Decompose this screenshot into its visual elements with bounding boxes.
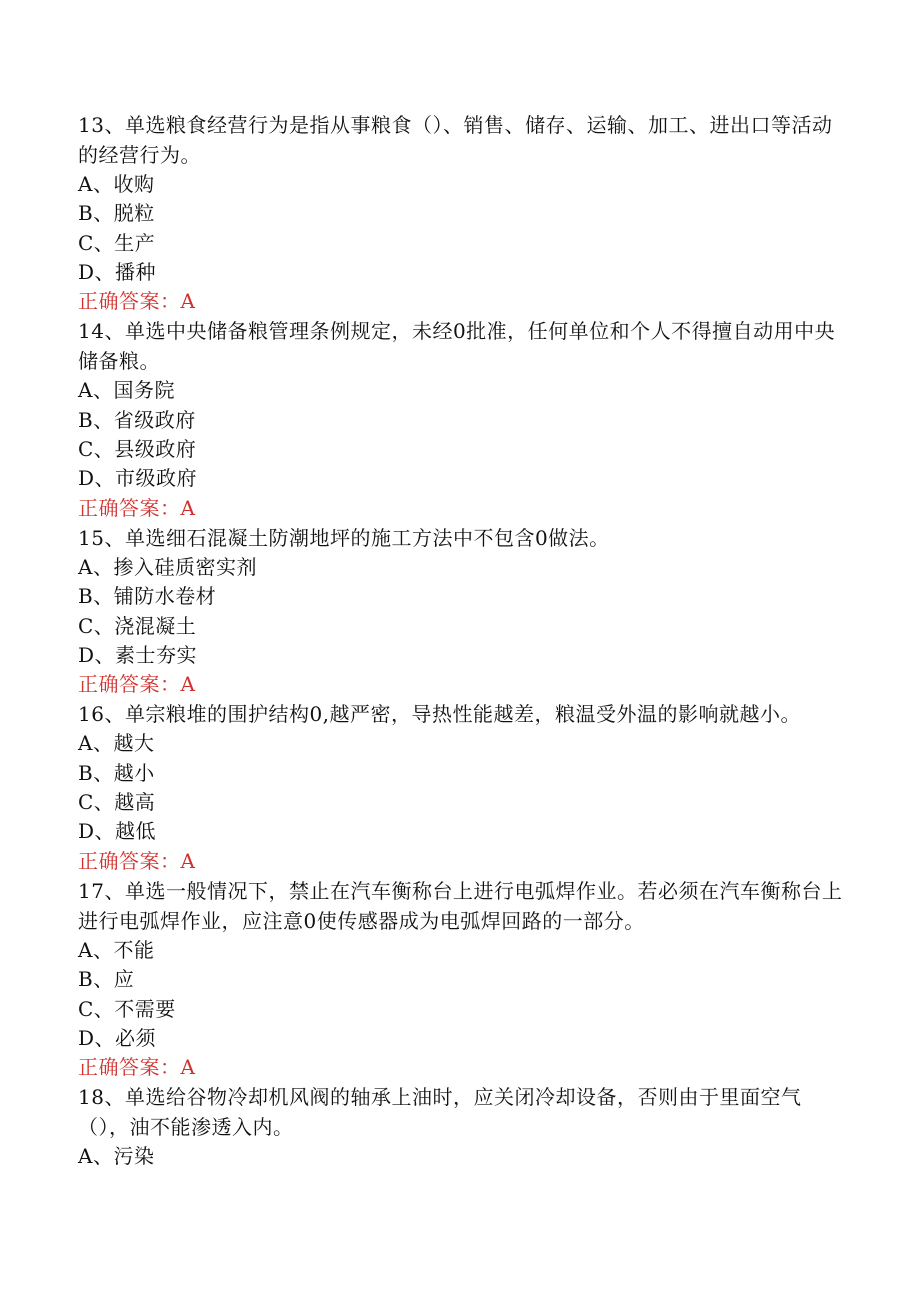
question-14 xyxy=(78,316,848,522)
option-b: B、脱粒 xyxy=(78,201,155,226)
option-b: B、越小 xyxy=(78,760,155,785)
option-c: C、生产 xyxy=(78,230,156,255)
option-d: D、素士夯实 xyxy=(78,642,198,667)
question-title: 16、单宗粮堆的围护结构0,越严密，导热性能越差，粮温受外温的影响就越小。 xyxy=(78,702,802,727)
option-d: D、市级政府 xyxy=(78,466,198,491)
question-title: 13、单选粮食经营行为是指从事粮食（）、销售、储存、运输、加工、进出口等活动的经营行为。 xyxy=(78,113,833,167)
correct-answer xyxy=(78,847,848,876)
option-a: A、不能 xyxy=(78,937,155,962)
answer-label: 正确答案： xyxy=(78,1055,181,1080)
question-18 xyxy=(78,1082,848,1171)
question-title: 17、单选一般情况下，禁止在汽车衡称台上进行电弧焊作业。若必须在汽车衡称台上进行电弧焊作业，应注意0使传感器成为电弧焊回路的一部分。 xyxy=(78,878,843,933)
question-13 xyxy=(78,110,848,316)
option-b: B、省级政府 xyxy=(78,407,196,432)
option-a: A、掺入硅质密实剂 xyxy=(78,554,257,579)
correct-answer xyxy=(78,287,848,316)
option-d: D、播种 xyxy=(78,259,157,284)
correct-answer xyxy=(78,494,848,523)
option-c: C、浇混凝土 xyxy=(78,613,197,638)
answer-value: A xyxy=(180,1055,196,1080)
answer-label: 正确答案： xyxy=(78,672,181,697)
answer-label: 正确答案： xyxy=(78,848,181,873)
answer-value: A xyxy=(180,848,196,873)
question-title: 15、单选细石混凝土防潮地坪的施工方法中不包含0做法。 xyxy=(78,525,610,550)
option-b: B、铺防水卷材 xyxy=(78,584,217,609)
question-title: 14、单选中央储备粮管理条例规定，未经0批准，任何单位和个人不得擅自动用中央储备粮。 xyxy=(78,319,836,374)
option-d: D、必须 xyxy=(78,1025,157,1050)
question-17 xyxy=(78,876,848,1082)
option-a: A、收购 xyxy=(78,172,155,196)
correct-answer xyxy=(78,1053,848,1082)
answer-value: A xyxy=(180,495,196,520)
option-a: A、污染 xyxy=(78,1144,155,1169)
correct-answer xyxy=(78,670,848,699)
option-b: B、应 xyxy=(78,967,135,992)
question-title: 18、单选给谷物冷却机风阀的轴承上油时，应关闭冷却设备，否则由于里面空气（），油不能渗透入内。 xyxy=(78,1085,802,1140)
question-15 xyxy=(78,523,848,699)
exam-page xyxy=(78,110,848,1172)
option-c: C、县级政府 xyxy=(78,437,197,462)
answer-label: 正确答案： xyxy=(78,495,181,520)
option-d: D、越低 xyxy=(78,819,157,844)
answer-label: 正确答案： xyxy=(78,289,181,314)
option-a: A、越大 xyxy=(78,731,155,756)
answer-value: A xyxy=(180,672,196,697)
answer-value: A xyxy=(180,289,196,314)
option-c: C、越高 xyxy=(78,790,156,815)
question-16 xyxy=(78,699,848,875)
option-c: C、不需要 xyxy=(78,996,176,1021)
option-a: A、国务院 xyxy=(78,378,175,403)
